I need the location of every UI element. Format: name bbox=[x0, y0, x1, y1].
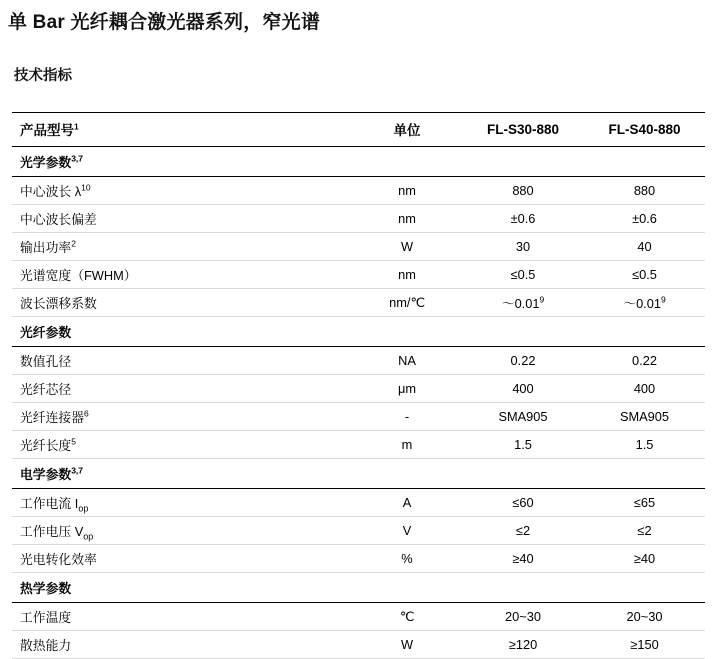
header-cell-model-2: FL-S40-880 bbox=[584, 113, 705, 147]
table-group-row bbox=[12, 573, 705, 603]
row-value-1: 1.5 bbox=[462, 431, 584, 459]
row-unit: nm/℃ bbox=[352, 289, 462, 317]
row-value-2: 880 bbox=[584, 177, 705, 205]
group-empty-v2 bbox=[584, 459, 705, 489]
row-unit: nm bbox=[352, 177, 462, 205]
row-unit: W bbox=[352, 631, 462, 659]
row-param-cell bbox=[12, 177, 352, 205]
table-row bbox=[12, 603, 705, 631]
group-empty-v1 bbox=[462, 317, 584, 347]
row-param-cell bbox=[12, 375, 352, 403]
table-row bbox=[12, 375, 705, 403]
row-value-2: 0.22 bbox=[584, 347, 705, 375]
row-value-1: ≥120 bbox=[462, 631, 584, 659]
group-label: 光学参数 bbox=[20, 155, 72, 170]
row-value-1: ≥40 bbox=[462, 545, 584, 573]
header-cell-param bbox=[12, 113, 352, 147]
group-empty-v2 bbox=[584, 147, 705, 177]
page-title: 单 Bar 光纤耦合激光器系列，窄光谱 bbox=[8, 12, 321, 33]
row-unit: NA bbox=[352, 347, 462, 375]
table-body bbox=[12, 113, 705, 659]
row-param-label: 数值孔径 bbox=[20, 354, 72, 369]
table-row bbox=[12, 177, 705, 205]
row-param-label: 中心波长偏差 bbox=[20, 212, 97, 227]
table-row bbox=[12, 261, 705, 289]
section-heading: 技术指标 bbox=[14, 68, 72, 84]
row-value-1: 30 bbox=[462, 233, 584, 261]
row-value-1-sup: 9 bbox=[539, 294, 545, 305]
table-row bbox=[12, 431, 705, 459]
row-unit: nm bbox=[352, 261, 462, 289]
row-param-label: 散热能力 bbox=[20, 638, 72, 653]
row-param-cell bbox=[12, 261, 352, 289]
group-empty-v1 bbox=[462, 459, 584, 489]
row-value-2: ≥40 bbox=[584, 545, 705, 573]
group-sup: 3,7 bbox=[71, 465, 84, 476]
table-row bbox=[12, 205, 705, 233]
row-param-cell bbox=[12, 289, 352, 317]
group-empty-unit bbox=[352, 147, 462, 177]
row-param-label: 光纤芯径 bbox=[20, 382, 72, 397]
row-param-label: 光纤连接器 bbox=[20, 410, 84, 425]
row-param-sup: 10 bbox=[81, 182, 91, 193]
row-value-2-text: ～0.01 bbox=[623, 296, 661, 311]
document-page bbox=[0, 10, 713, 653]
row-value-2-sup: 9 bbox=[660, 294, 666, 305]
row-unit: m bbox=[352, 431, 462, 459]
row-param-cell bbox=[12, 517, 352, 545]
group-empty-v2 bbox=[584, 317, 705, 347]
row-unit: nm bbox=[352, 205, 462, 233]
row-value-2: 1.5 bbox=[584, 431, 705, 459]
table-row bbox=[12, 347, 705, 375]
header-label-param: 产品型号 bbox=[20, 123, 74, 138]
row-param-label: 波长漂移系数 bbox=[20, 296, 97, 311]
group-empty-v1 bbox=[462, 147, 584, 177]
row-param-cell bbox=[12, 347, 352, 375]
row-unit: μm bbox=[352, 375, 462, 403]
row-param-cell bbox=[12, 545, 352, 573]
table-header-row bbox=[12, 113, 705, 147]
row-value-1: ≤60 bbox=[462, 489, 584, 517]
row-unit: W bbox=[352, 233, 462, 261]
row-param-cell bbox=[12, 489, 352, 517]
row-value-2: ≤65 bbox=[584, 489, 705, 517]
row-param-label: 工作电流 I bbox=[20, 496, 79, 511]
row-unit: % bbox=[352, 545, 462, 573]
row-param-label: 光电转化效率 bbox=[20, 552, 97, 567]
row-unit: ℃ bbox=[352, 603, 462, 631]
table-row bbox=[12, 403, 705, 431]
row-param-sup: 5 bbox=[71, 436, 76, 447]
group-empty-unit bbox=[352, 573, 462, 603]
row-value-1: 880 bbox=[462, 177, 584, 205]
row-value-2: SMA905 bbox=[584, 403, 705, 431]
row-value-1 bbox=[462, 289, 584, 317]
group-label: 电学参数 bbox=[20, 467, 72, 482]
row-value-1: ≤2 bbox=[462, 517, 584, 545]
row-value-2: 400 bbox=[584, 375, 705, 403]
header-cell-model-1: FL-S30-880 bbox=[462, 113, 584, 147]
row-value-2: ≥150 bbox=[584, 631, 705, 659]
row-param-cell bbox=[12, 631, 352, 659]
row-value-2: 20~30 bbox=[584, 603, 705, 631]
table-row bbox=[12, 233, 705, 261]
table-row bbox=[12, 517, 705, 545]
row-param-sup: 6 bbox=[83, 408, 89, 419]
row-param-label: 输出功率 bbox=[20, 240, 72, 255]
row-param-cell bbox=[12, 603, 352, 631]
group-empty-v1 bbox=[462, 573, 584, 603]
row-value-1: 20~30 bbox=[462, 603, 584, 631]
row-value-1: SMA905 bbox=[462, 403, 584, 431]
group-label-cell bbox=[12, 147, 352, 177]
row-param-label: 光纤长度 bbox=[20, 438, 72, 453]
row-value-1: ≤0.5 bbox=[462, 261, 584, 289]
row-param-label: 中心波长 λ bbox=[20, 184, 82, 199]
specifications-table bbox=[12, 112, 705, 659]
row-value-2: ≤0.5 bbox=[584, 261, 705, 289]
row-value-2: ±0.6 bbox=[584, 205, 705, 233]
group-label: 光纤参数 bbox=[20, 325, 72, 340]
header-sup-param: 1 bbox=[74, 121, 79, 132]
group-sup: 3,7 bbox=[71, 153, 84, 164]
table-row bbox=[12, 631, 705, 659]
table-group-row bbox=[12, 317, 705, 347]
row-param-cell bbox=[12, 431, 352, 459]
row-param-cell bbox=[12, 403, 352, 431]
group-empty-unit bbox=[352, 317, 462, 347]
row-value-2 bbox=[584, 289, 705, 317]
row-value-2: 40 bbox=[584, 233, 705, 261]
group-empty-v2 bbox=[584, 573, 705, 603]
table-row bbox=[12, 489, 705, 517]
row-value-2: ≤2 bbox=[584, 517, 705, 545]
row-unit: V bbox=[352, 517, 462, 545]
group-label-cell bbox=[12, 317, 352, 347]
row-param-sup: 2 bbox=[71, 238, 76, 249]
table-group-row bbox=[12, 147, 705, 177]
row-param-label: 光谱宽度（FWHM） bbox=[20, 268, 137, 283]
group-empty-unit bbox=[352, 459, 462, 489]
header-cell-unit: 单位 bbox=[352, 113, 462, 147]
table-group-row bbox=[12, 459, 705, 489]
group-label-cell bbox=[12, 459, 352, 489]
row-param-sub: op bbox=[83, 531, 94, 542]
group-label: 热学参数 bbox=[20, 581, 72, 596]
row-param-cell bbox=[12, 233, 352, 261]
row-param-cell bbox=[12, 205, 352, 233]
row-unit: - bbox=[352, 403, 462, 431]
group-label-cell bbox=[12, 573, 352, 603]
row-value-1-text: ～0.01 bbox=[501, 296, 540, 311]
table-row bbox=[12, 545, 705, 573]
row-value-1: ±0.6 bbox=[462, 205, 584, 233]
row-value-1: 0.22 bbox=[462, 347, 584, 375]
table-row bbox=[12, 289, 705, 317]
row-unit: A bbox=[352, 489, 462, 517]
row-value-1: 400 bbox=[462, 375, 584, 403]
row-param-label: 工作电压 V bbox=[20, 524, 84, 539]
row-param-sub: op bbox=[78, 503, 89, 514]
row-param-label: 工作温度 bbox=[20, 610, 72, 625]
